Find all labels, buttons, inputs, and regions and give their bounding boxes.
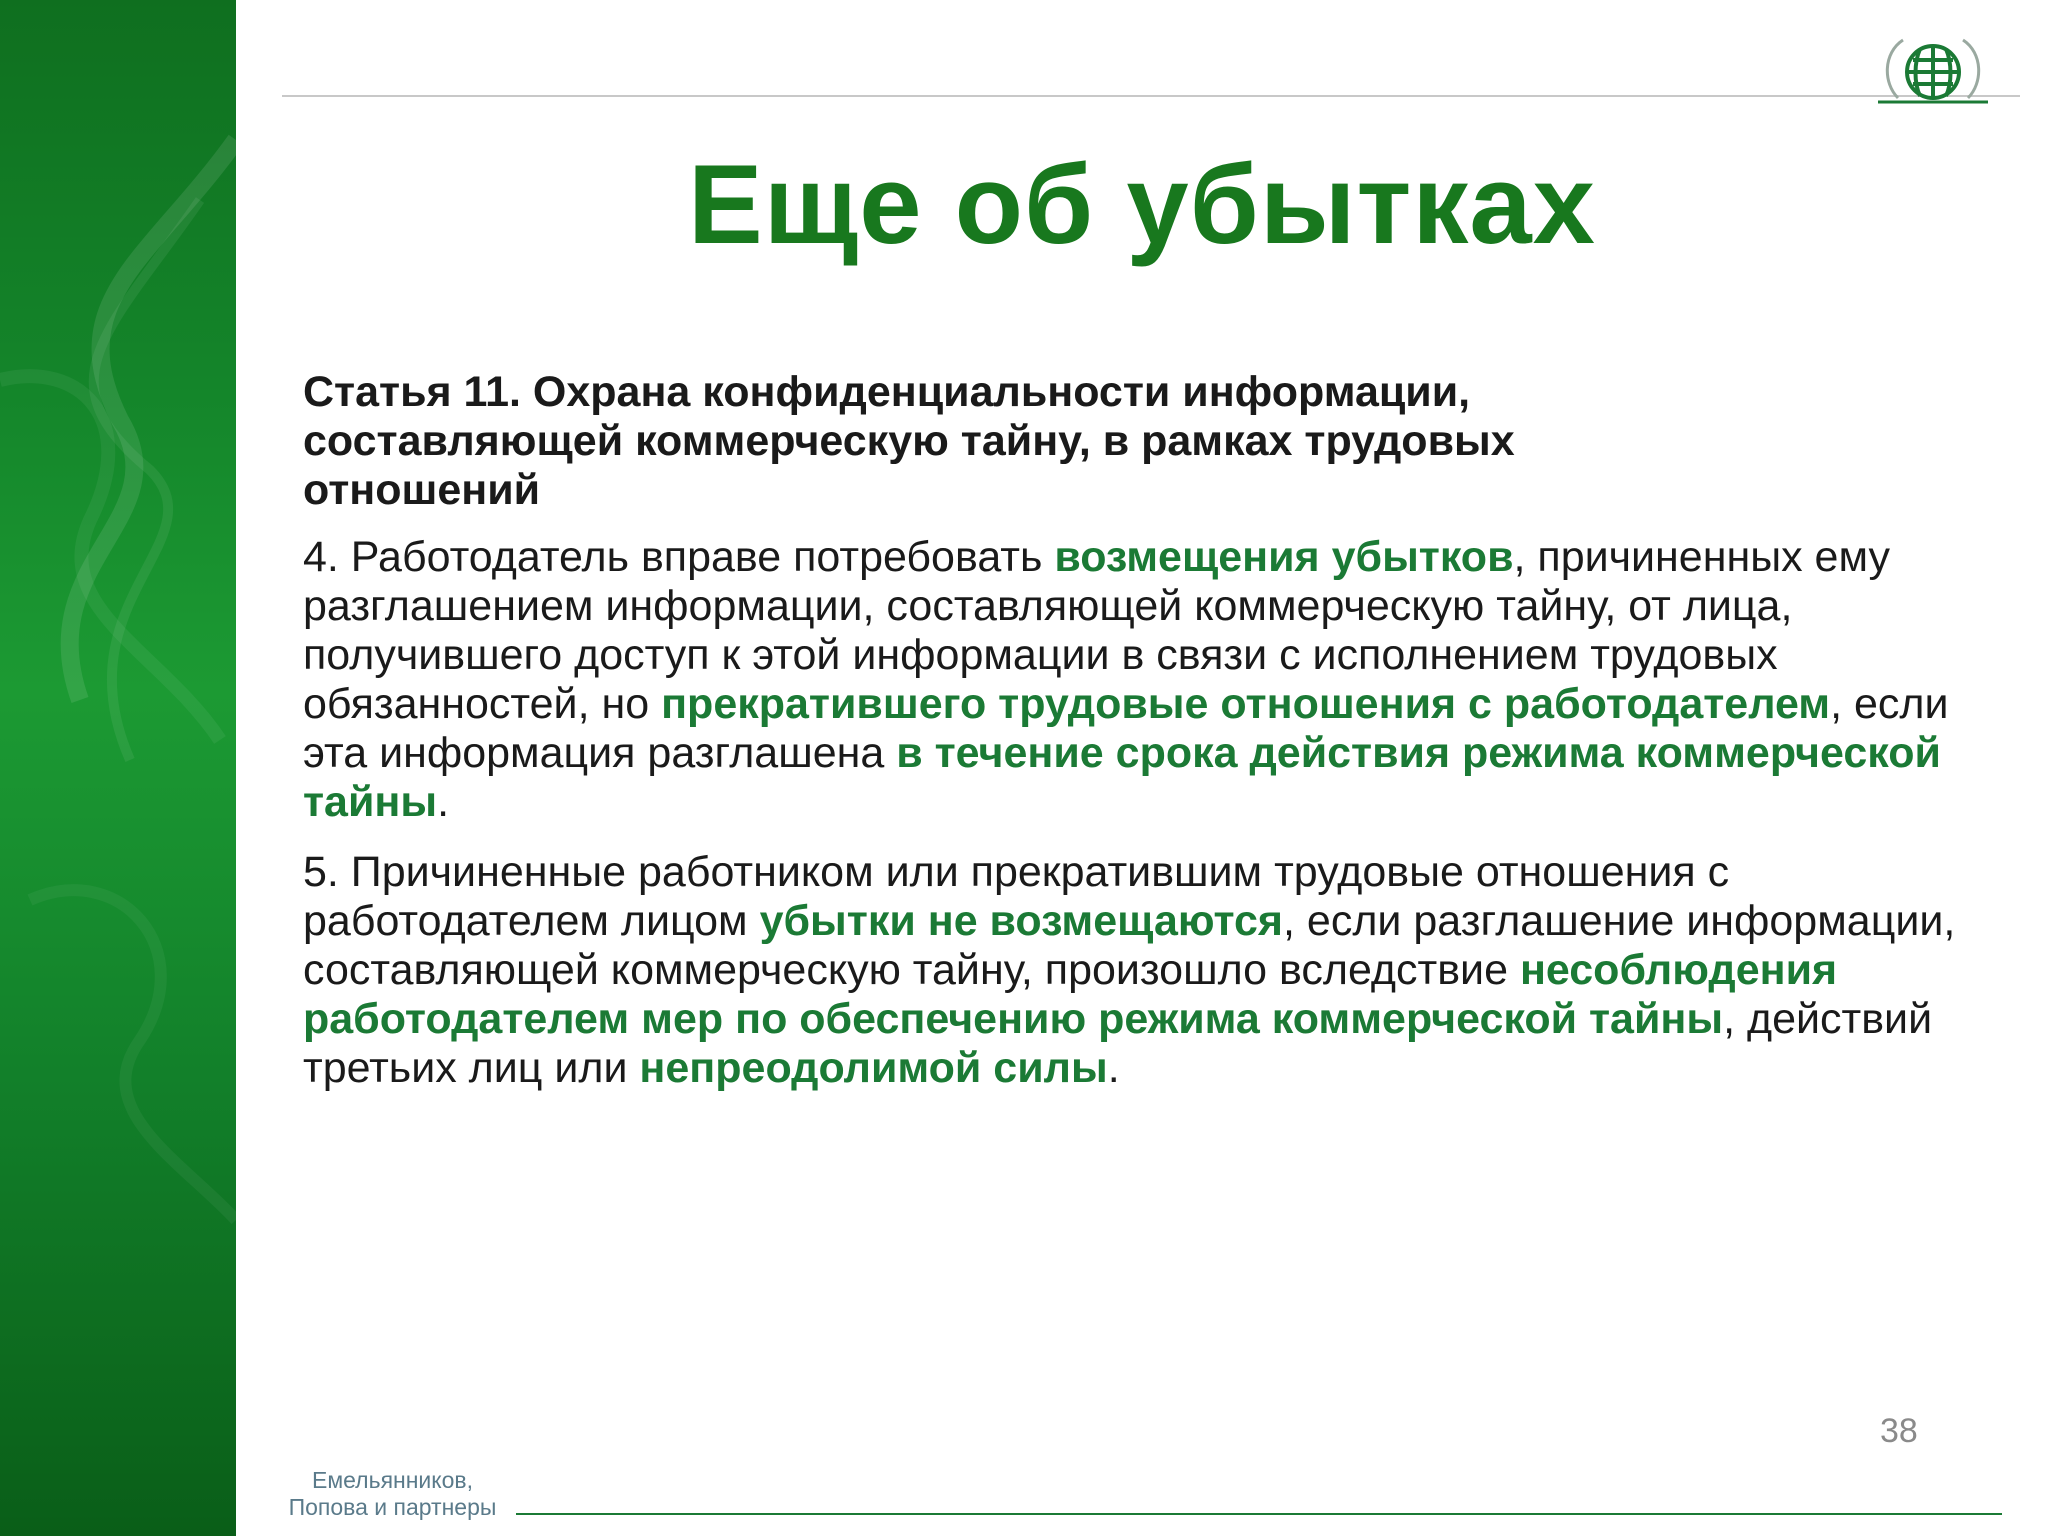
article-heading	[303, 368, 2023, 515]
p4-text-4: .	[437, 778, 450, 826]
p5-text-3: , действий третьих лиц или	[303, 995, 1933, 1092]
p4-text-2: , причиненных ему разглашением информации, составляющей коммерческую тайну, от лица, получившего доступ к этой информации в связи с исполнением трудовых обязанностей, но	[303, 533, 1891, 728]
paragraph-4	[303, 533, 2023, 827]
article-heading-line2: составляющей коммерческую тайну, в рамках трудовых	[303, 417, 1515, 465]
globe-logo-icon	[1868, 28, 1998, 106]
p4-highlight-3: в течение срока действия режима коммерческой тайны	[303, 729, 1941, 826]
p4-text-3: , если эта информация разглашена	[303, 680, 1949, 777]
p4-highlight-2: прекратившего трудовые отношения с работодателем	[661, 680, 1831, 728]
p5-text-4: .	[1107, 1044, 1120, 1092]
p5-highlight-1: убытки не возмещаются	[759, 897, 1284, 945]
article-heading-line3: отношений	[303, 466, 541, 514]
smoke-swirl-graphic	[0, 0, 236, 1536]
footer-company-logo	[280, 1467, 505, 1521]
paragraph-5	[303, 848, 2023, 1093]
p5-highlight-2: несоблюдения работодателем мер по обеспечению режима коммерческой тайны	[303, 946, 1838, 1043]
slide-title: Еще об убытках	[688, 142, 1596, 267]
article-heading-line1: Статья 11. Охрана конфиденциальности информации,	[303, 368, 1471, 416]
page-number: 38	[1880, 1412, 1918, 1450]
slide-body	[303, 368, 2023, 1114]
top-divider	[282, 95, 2020, 97]
bottom-divider	[516, 1513, 2002, 1515]
p5-text-2: , если разглашение информации, составляющей коммерческую тайну, произошло вследствие	[303, 897, 1956, 994]
footer-logo-line1: Емельянников,	[311, 1467, 473, 1493]
p5-highlight-3: непреодолимой силы	[639, 1044, 1108, 1092]
footer-logo-line2: Попова и партнеры	[288, 1494, 497, 1520]
p4-highlight-1: возмещения убытков	[1054, 533, 1514, 581]
p5-text-1: 5. Причиненные работником или прекратившим трудовые отношения с работодателем лицом	[303, 848, 1730, 945]
decorative-sidebar	[0, 0, 236, 1536]
p4-text-1: 4. Работодатель вправе потребовать	[303, 533, 1055, 581]
